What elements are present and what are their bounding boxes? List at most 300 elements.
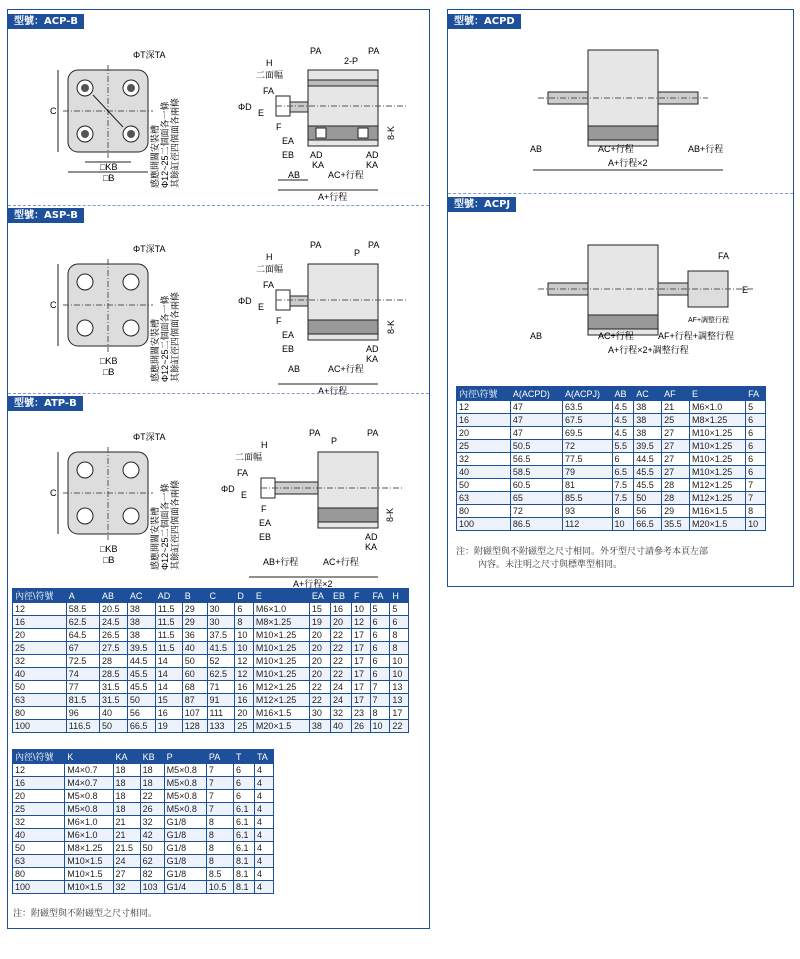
table-cell: 19 — [309, 616, 330, 629]
label-a-stroke-x2-adj: A+行程×2+調整行程 — [608, 345, 689, 355]
table-cell: 28 — [662, 479, 690, 492]
table-cell: 12 — [13, 764, 65, 777]
table-cell: M5×0.8 — [164, 790, 206, 803]
table-cell: 7 — [206, 803, 233, 816]
table-cell: 20 — [330, 616, 351, 629]
column-header: AC — [634, 387, 662, 401]
label-ea: EA — [259, 518, 272, 528]
sensor-groove-2: Φ12~25二個面各一條 — [160, 295, 170, 382]
table-row — [13, 642, 409, 655]
label-ad: AD — [365, 532, 378, 542]
table-cell: G1/8 — [164, 868, 206, 881]
table-cell: 80 — [13, 707, 67, 720]
label-pa-2: PA — [367, 428, 379, 438]
table-row — [13, 616, 409, 629]
table-cell: 10 — [746, 518, 766, 531]
drawing-atp-b — [8, 412, 429, 592]
table-row — [13, 720, 409, 733]
table-cell: 47 — [510, 427, 562, 440]
table-cell: 13 — [390, 681, 409, 694]
table-cell: 38 — [127, 616, 155, 629]
label-fa: FA — [263, 86, 275, 96]
table-cell: 18 — [113, 790, 140, 803]
column-header: B — [182, 589, 207, 603]
spec-table-main — [12, 588, 409, 733]
table-cell: 65 — [510, 492, 562, 505]
label-c: C — [50, 300, 57, 310]
table-cell: 21 — [662, 401, 690, 414]
label-ac-stroke: AC+行程 — [323, 557, 359, 567]
table-cell: 8.5 — [206, 868, 233, 881]
table-cell: G1/8 — [164, 855, 206, 868]
table-cell: 27 — [662, 440, 690, 453]
label-ab-stroke: AB+行程 — [688, 144, 724, 154]
table-cell: 27 — [662, 427, 690, 440]
label-eight-k: 8-K — [385, 507, 395, 522]
table-cell: 6 — [233, 764, 254, 777]
table-cell: 40 — [182, 642, 207, 655]
table-cell: 40 — [13, 668, 67, 681]
table-cell: 40 — [330, 720, 351, 733]
label-ac-stroke: AC+行程 — [598, 331, 634, 341]
table-cell: M5×0.8 — [164, 777, 206, 790]
table-cell: 32 — [13, 816, 65, 829]
column-header: KB — [140, 750, 164, 764]
table-cell: 116.5 — [66, 720, 99, 733]
table-cell: 8.1 — [233, 881, 254, 894]
column-header: E — [253, 589, 309, 603]
label-ea: EA — [282, 330, 295, 340]
table-cell: 26.5 — [100, 629, 128, 642]
table-cell: 80 — [457, 505, 511, 518]
table-cell: 103 — [140, 881, 164, 894]
label-b: □B — [103, 555, 115, 565]
table-cell: 82 — [140, 868, 164, 881]
column-header: D — [235, 589, 254, 603]
table-cell: 36 — [182, 629, 207, 642]
table-cell: 10 — [370, 720, 390, 733]
label-h: H — [266, 58, 273, 68]
table-cell: 18 — [113, 764, 140, 777]
table-cell: 32 — [457, 453, 511, 466]
label-f: F — [276, 316, 282, 326]
table-cell: 8 — [206, 829, 233, 842]
column-header: A — [66, 589, 99, 603]
table-cell: 14 — [155, 655, 182, 668]
table-cell: 5.5 — [612, 440, 634, 453]
table-cell: 28.5 — [100, 668, 128, 681]
label-two-flat: 二面幅 — [235, 452, 263, 462]
table-cell: 17 — [390, 707, 409, 720]
table-cell: 16 — [235, 694, 254, 707]
label-ka: KA — [365, 542, 378, 552]
table-cell: 27 — [662, 466, 690, 479]
table-cell: 6.1 — [233, 803, 254, 816]
table-cell: 31.5 — [100, 694, 128, 707]
front-view-acp-b — [50, 50, 180, 188]
table-cell: 63 — [13, 694, 67, 707]
table-cell: 32 — [113, 881, 140, 894]
column-header: FA — [746, 387, 766, 401]
label-eb: EB — [259, 532, 272, 542]
label-f: F — [261, 504, 267, 514]
table-row — [13, 842, 274, 855]
table-cell: M10×1.5 — [65, 881, 113, 894]
table-cell: 47 — [510, 401, 562, 414]
front-view-asp-b — [50, 244, 180, 382]
table-cell: 112 — [562, 518, 612, 531]
table-cell: 5 — [390, 603, 409, 616]
table-row — [457, 505, 766, 518]
table-cell: 74 — [66, 668, 99, 681]
table-cell: 6 — [370, 616, 390, 629]
table-cell: 44.5 — [634, 453, 662, 466]
column-header: AD — [155, 589, 182, 603]
table-cell: 10 — [235, 642, 254, 655]
table-cell: 4 — [254, 816, 273, 829]
table-row — [13, 694, 409, 707]
table-cell: 12 — [351, 616, 370, 629]
spec-table-k — [12, 749, 274, 894]
label-a-stroke: A+行程 — [318, 386, 348, 396]
table-row — [13, 777, 274, 790]
table-cell: 67 — [66, 642, 99, 655]
table-cell: 6 — [370, 668, 390, 681]
sensor-groove-3: 其餘缸徑四個面各兩條 — [170, 479, 180, 570]
label-c: C — [50, 106, 57, 116]
table-cell: M6×1.0 — [65, 829, 113, 842]
table-cell: 11.5 — [155, 603, 182, 616]
table-cell: 8 — [390, 642, 409, 655]
table-cell: M8×1.25 — [253, 616, 309, 629]
table-cell: 44.5 — [127, 655, 155, 668]
table-cell: 20 — [457, 427, 511, 440]
table-cell: 24 — [330, 681, 351, 694]
table-row — [457, 427, 766, 440]
table-cell: M6×1.0 — [65, 816, 113, 829]
table-cell: 20 — [235, 707, 254, 720]
table-row — [457, 492, 766, 505]
label-b: □B — [103, 367, 115, 377]
table-cell: 38 — [634, 401, 662, 414]
table-cell: 8 — [206, 842, 233, 855]
table-cell: 15 — [155, 694, 182, 707]
front-view-atp-b — [50, 432, 180, 570]
table-row — [13, 881, 274, 894]
label-e: E — [241, 490, 248, 500]
label-ea: EA — [282, 136, 295, 146]
table-cell: 31.5 — [100, 681, 128, 694]
table-cell: 27.5 — [100, 642, 128, 655]
label-a-stroke: A+行程 — [318, 192, 348, 202]
table-cell: 39.5 — [634, 440, 662, 453]
table-cell: M10×1.25 — [690, 440, 746, 453]
side-view-atp-b — [221, 428, 403, 589]
sensor-groove-1: 感應開關安裝槽 — [150, 506, 160, 570]
table-cell: 22 — [309, 694, 330, 707]
table-cell: M10×1.5 — [65, 868, 113, 881]
table-cell: 20 — [309, 642, 330, 655]
label-e: E — [742, 285, 749, 295]
table-cell: 6 — [370, 655, 390, 668]
table-cell: G1/4 — [164, 881, 206, 894]
label-pa: PA — [310, 46, 322, 56]
table-cell: 16 — [330, 603, 351, 616]
table-cell: 52 — [207, 655, 235, 668]
table-cell: 20 — [13, 629, 67, 642]
table-cell: 72 — [510, 505, 562, 518]
table-cell: 32 — [13, 655, 67, 668]
table-cell: 68 — [182, 681, 207, 694]
divider-right — [448, 193, 793, 194]
table-cell: 7 — [206, 790, 233, 803]
table-cell: 20 — [309, 668, 330, 681]
column-header: AC — [127, 589, 155, 603]
table-cell: 77 — [66, 681, 99, 694]
label-fa: FA — [718, 251, 730, 261]
label-two-p: 2-P — [344, 56, 359, 66]
table-cell: 4 — [254, 868, 273, 881]
table-cell: G1/8 — [164, 816, 206, 829]
table-cell: M12×1.25 — [690, 479, 746, 492]
label-p: P — [354, 248, 361, 258]
table-cell: 60 — [182, 668, 207, 681]
label-ac-stroke: AC+行程 — [598, 144, 634, 154]
label-ka: KA — [312, 160, 325, 170]
table-cell: 91 — [207, 694, 235, 707]
label-adj-stroke: AF+調整行程 — [688, 317, 730, 324]
table-cell: 14 — [155, 681, 182, 694]
table-cell: 4 — [254, 777, 273, 790]
table-cell: 10 — [351, 603, 370, 616]
table-cell: 5 — [746, 401, 766, 414]
drawing-asp-b — [8, 224, 429, 409]
column-header: AB — [612, 387, 634, 401]
table-cell: 29 — [182, 603, 207, 616]
table-cell: 20.5 — [100, 603, 128, 616]
table-cell: M8×1.25 — [65, 842, 113, 855]
table-cell: 11.5 — [155, 629, 182, 642]
table-cell: 25 — [457, 440, 511, 453]
table-cell: 58.5 — [66, 603, 99, 616]
table-cell: 56.5 — [510, 453, 562, 466]
drawing-acpd — [448, 32, 793, 182]
table-cell: 22 — [390, 720, 409, 733]
table-cell: 6.1 — [233, 842, 254, 855]
table-cell: 69.5 — [562, 427, 612, 440]
column-header: A(ACPD) — [510, 387, 562, 401]
table-cell: 4 — [254, 855, 273, 868]
table-cell: 18 — [113, 803, 140, 816]
table-cell: 72.5 — [66, 655, 99, 668]
table-cell: 22 — [309, 681, 330, 694]
label-two-flat: 二面幅 — [256, 264, 284, 274]
table-cell: 7.5 — [612, 492, 634, 505]
table-header-row — [457, 387, 766, 401]
table-cell: 87 — [182, 694, 207, 707]
table-cell: 66.5 — [127, 720, 155, 733]
table-cell: 6.5 — [612, 466, 634, 479]
table-row — [457, 440, 766, 453]
table-cell: 8.1 — [233, 855, 254, 868]
table-cell: 41.5 — [207, 642, 235, 655]
table-cell: 6 — [233, 777, 254, 790]
table-cell: M4×0.7 — [65, 764, 113, 777]
column-header: 內徑\符號 — [13, 589, 67, 603]
label-eight-k: 8-K — [386, 319, 396, 334]
table-cell: 25 — [13, 803, 65, 816]
label-c: C — [50, 488, 57, 498]
label-pa-2: PA — [368, 240, 380, 250]
table-cell: 4 — [254, 842, 273, 855]
table-cell: 47 — [510, 414, 562, 427]
table-cell: 24 — [113, 855, 140, 868]
table-cell: 8 — [370, 707, 390, 720]
table-cell: 30 — [309, 707, 330, 720]
table-cell: 16 — [13, 616, 67, 629]
table-cell: 50 — [140, 842, 164, 855]
label-phi-d: ΦD — [221, 484, 235, 494]
column-header: KA — [113, 750, 140, 764]
table-cell: 22 — [330, 629, 351, 642]
table-cell: 100 — [13, 881, 65, 894]
sensor-groove-3: 其餘缸徑四個面各兩條 — [170, 97, 180, 188]
table-header-row — [13, 750, 274, 764]
table-cell: M16×1.5 — [253, 707, 309, 720]
table-cell: 10 — [612, 518, 634, 531]
table-cell: 38 — [127, 603, 155, 616]
column-header: K — [65, 750, 113, 764]
table-cell: 45.5 — [634, 466, 662, 479]
table-cell: 18 — [140, 764, 164, 777]
table-cell: 25 — [235, 720, 254, 733]
column-header: C — [207, 589, 235, 603]
table-cell: 77.5 — [562, 453, 612, 466]
table-row — [13, 855, 274, 868]
side-view-asp-b — [238, 240, 408, 396]
sensor-groove-1: 感應開關安裝槽 — [150, 318, 160, 382]
table-cell: 16 — [155, 707, 182, 720]
table-cell: 16 — [457, 414, 511, 427]
table-cell: 50 — [13, 681, 67, 694]
table-cell: 38 — [309, 720, 330, 733]
table-cell: 128 — [182, 720, 207, 733]
table-cell: 22 — [330, 655, 351, 668]
table-cell: M10×1.25 — [253, 642, 309, 655]
table-cell: 6 — [370, 629, 390, 642]
table-cell: 35.5 — [662, 518, 690, 531]
label-kb: □KB — [100, 544, 118, 554]
table-cell: 45.5 — [634, 479, 662, 492]
table-cell: 4.5 — [612, 414, 634, 427]
table-row — [13, 655, 409, 668]
table-cell: 18 — [113, 777, 140, 790]
table-cell: 32 — [140, 816, 164, 829]
table-cell: 4 — [254, 790, 273, 803]
table-cell: 39.5 — [127, 642, 155, 655]
table-cell: 8 — [235, 616, 254, 629]
table-cell: M16×1.5 — [690, 505, 746, 518]
table-cell: 40 — [100, 707, 128, 720]
table-cell: 12 — [13, 603, 67, 616]
label-ad-2: AD — [366, 150, 379, 160]
table-cell: 7 — [746, 479, 766, 492]
table-cell: M12×1.25 — [253, 681, 309, 694]
table-cell: 8.1 — [233, 868, 254, 881]
label-t-depth: ΦT深TA — [133, 244, 166, 254]
table-cell: 6 — [390, 616, 409, 629]
label-f: F — [276, 122, 282, 132]
table-cell: 40 — [457, 466, 511, 479]
column-header: TA — [254, 750, 273, 764]
table-cell: 62.5 — [66, 616, 99, 629]
sensor-groove-2: Φ12~25二個面各一條 — [160, 483, 170, 570]
table-row — [13, 629, 409, 642]
table-cell: 81.5 — [66, 694, 99, 707]
table-cell: 50 — [13, 842, 65, 855]
table-cell: 14 — [155, 668, 182, 681]
table-cell: M5×0.8 — [164, 803, 206, 816]
label-h: H — [261, 440, 268, 450]
column-header: AB — [100, 589, 128, 603]
label-fa: FA — [237, 468, 249, 478]
table-cell: 27 — [662, 453, 690, 466]
table-cell: 11.5 — [155, 642, 182, 655]
label-phi-d: ΦD — [238, 296, 252, 306]
note-left: 注：附磁型與不附磁型之尺寸相同。 — [13, 909, 158, 919]
table-cell: 50 — [182, 655, 207, 668]
label-eight-k: 8-K — [386, 125, 396, 140]
table-row — [13, 764, 274, 777]
table-cell: 4 — [254, 803, 273, 816]
table-cell: 107 — [182, 707, 207, 720]
table-cell: 22 — [330, 668, 351, 681]
divider-2 — [8, 393, 429, 394]
table-cell: 16 — [13, 777, 65, 790]
table-cell: 32 — [330, 707, 351, 720]
table-cell: 26 — [140, 803, 164, 816]
table-cell: 6 — [746, 427, 766, 440]
table-cell: 10.5 — [206, 881, 233, 894]
right-panel — [447, 9, 794, 587]
table-cell: 21 — [113, 816, 140, 829]
table-cell: 6 — [233, 790, 254, 803]
column-header: 內徑\符號 — [13, 750, 65, 764]
table-cell: 63 — [457, 492, 511, 505]
table-cell: 7 — [370, 694, 390, 707]
table-cell: 22 — [330, 642, 351, 655]
column-header: P — [164, 750, 206, 764]
table-cell: 6 — [746, 414, 766, 427]
table-cell: 45.5 — [127, 668, 155, 681]
table-cell: 62.5 — [207, 668, 235, 681]
table-cell: M4×0.7 — [65, 777, 113, 790]
divider-1 — [8, 205, 429, 206]
column-header: EA — [309, 589, 330, 603]
table-cell: 13 — [390, 694, 409, 707]
table-cell: 72 — [562, 440, 612, 453]
table-cell: 96 — [66, 707, 99, 720]
label-h: H — [266, 252, 273, 262]
table-cell: M12×1.25 — [253, 694, 309, 707]
table-row — [457, 414, 766, 427]
table-cell: 4.5 — [612, 427, 634, 440]
table-cell: 15 — [309, 603, 330, 616]
table-cell: 17 — [351, 629, 370, 642]
label-ad: AD — [366, 344, 379, 354]
table-row — [13, 868, 274, 881]
table-cell: 63.5 — [562, 401, 612, 414]
